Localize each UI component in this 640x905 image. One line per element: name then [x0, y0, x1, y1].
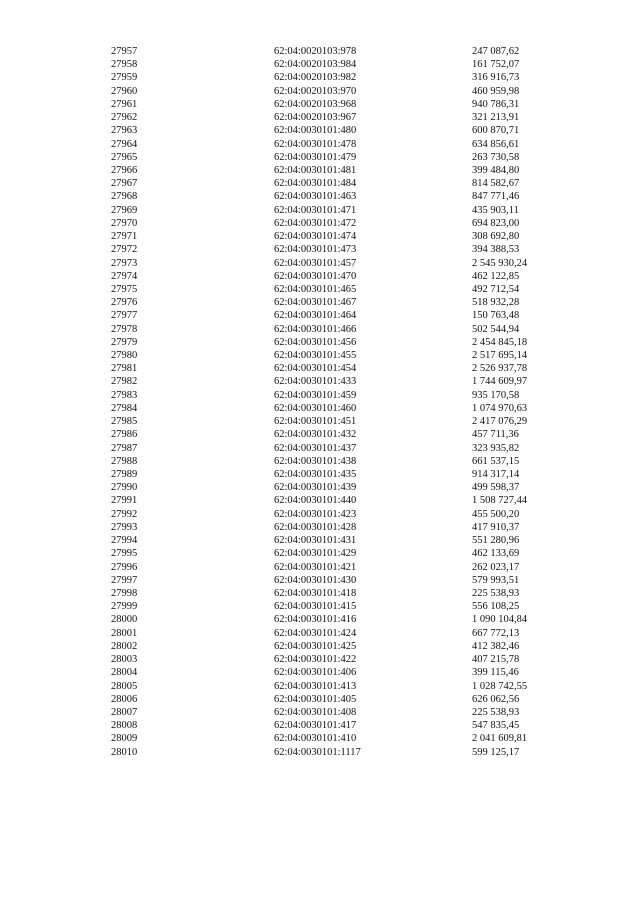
cadastral-value: 502 544,94: [472, 323, 520, 335]
table-row: [0, 455, 640, 468]
cadastral-value: 394 388,53: [472, 244, 520, 256]
cadastral-number: 62:04:0030101:406: [274, 667, 357, 679]
table-row: [0, 574, 640, 587]
cadastral-number: 62:04:0030101:473: [274, 244, 357, 256]
row-number: 27963: [111, 125, 138, 137]
row-number: 27975: [111, 283, 138, 295]
row-number: 27996: [111, 561, 138, 573]
row-number: 27984: [111, 402, 138, 414]
cadastral-number: 62:04:0020103:982: [274, 72, 357, 84]
row-number: 27979: [111, 336, 138, 348]
table-row: [0, 45, 640, 58]
row-number: 28003: [111, 654, 138, 666]
cadastral-value: 462 122,85: [472, 270, 520, 282]
row-number: 27994: [111, 535, 138, 547]
table-row: [0, 547, 640, 560]
row-number: 27983: [111, 389, 138, 401]
table-row: [0, 640, 640, 653]
row-number: 28007: [111, 706, 138, 718]
table-row: [0, 494, 640, 507]
cadastral-number: 62:04:0030101:432: [274, 429, 357, 441]
cadastral-value: 914 317,14: [472, 469, 520, 480]
row-number: 28009: [111, 733, 138, 745]
row-number: 27990: [111, 482, 138, 494]
table-row: [0, 257, 640, 270]
cadastral-value: 412 382,46: [472, 640, 520, 652]
row-number: 27961: [111, 98, 138, 110]
cadastral-value: 634 856,61: [472, 138, 520, 150]
cadastral-number: 62:04:0030101:408: [274, 706, 357, 718]
cadastral-number: 62:04:0030101:474: [274, 231, 357, 243]
row-number: 27995: [111, 548, 138, 560]
cadastral-number: 62:04:0030101:423: [274, 508, 357, 520]
cadastral-value: 556 108,25: [472, 601, 520, 613]
cadastral-number: 62:04:0020103:968: [274, 98, 357, 110]
table-row: [0, 164, 640, 177]
cadastral-value: 225 538,93: [472, 587, 520, 599]
cadastral-number: 62:04:0030101:418: [274, 587, 357, 599]
table-row: [0, 508, 640, 521]
cadastral-number: 62:04:0030101:440: [274, 495, 357, 507]
row-number: 27973: [111, 257, 138, 269]
table-row: [0, 521, 640, 534]
cadastral-value: 262 023,17: [472, 561, 520, 573]
cadastral-number: 62:04:0020103:967: [274, 112, 357, 124]
cadastral-number: 62:04:0030101:413: [274, 680, 357, 692]
row-number: 27958: [111, 59, 138, 71]
cadastral-number: 62:04:0030101:416: [274, 614, 357, 626]
table-row: [0, 534, 640, 547]
cadastral-number: 62:04:0030101:466: [274, 323, 357, 335]
row-number: 28004: [111, 667, 138, 679]
table-row: [0, 138, 640, 151]
cadastral-number: 62:04:0030101:463: [274, 191, 357, 203]
cadastral-value: 626 062,56: [472, 693, 520, 705]
cadastral-number: 62:04:0030101:455: [274, 350, 357, 362]
row-number: 28010: [111, 746, 138, 758]
table-row: [0, 706, 640, 719]
table-row: [0, 349, 640, 362]
row-number: 27967: [111, 178, 138, 190]
row-number: 27972: [111, 244, 138, 256]
cadastral-value: 247 087,62: [472, 46, 520, 57]
cadastral-value: 2 526 937,78: [472, 363, 528, 375]
cadastral-value-table: [0, 45, 640, 759]
row-number: 27992: [111, 508, 138, 520]
cadastral-value: 599 125,17: [472, 746, 520, 758]
table-row: [0, 653, 640, 666]
row-number: 27977: [111, 310, 138, 322]
table-row: [0, 283, 640, 296]
cadastral-value: 492 712,54: [472, 283, 520, 295]
cadastral-value: 308 692,80: [472, 231, 520, 243]
row-number: 27978: [111, 323, 138, 335]
cadastral-number: 62:04:0030101:438: [274, 455, 357, 467]
cadastral-value: 2 545 930,24: [472, 257, 528, 269]
cadastral-value: 321 213,91: [472, 112, 520, 124]
row-number: 27970: [111, 217, 138, 229]
cadastral-value: 399 115,46: [472, 667, 519, 679]
table-row: [0, 98, 640, 111]
cadastral-number: 62:04:0030101:479: [274, 151, 357, 163]
table-row: [0, 270, 640, 283]
row-number: 27976: [111, 297, 138, 309]
cadastral-number: 62:04:0030101:465: [274, 283, 357, 295]
cadastral-value: 940 786,31: [472, 98, 520, 110]
row-number: 27959: [111, 72, 138, 84]
table-row: [0, 428, 640, 441]
cadastral-value: 1 074 970,63: [472, 402, 528, 414]
cadastral-value: 551 280,96: [472, 535, 520, 547]
cadastral-value: 2 041 609,81: [472, 733, 528, 745]
cadastral-number: 62:04:0030101:422: [274, 654, 357, 666]
row-number: 27987: [111, 442, 138, 454]
table-row: [0, 85, 640, 98]
cadastral-number: 62:04:0030101:454: [274, 363, 357, 375]
table-row: [0, 336, 640, 349]
row-number: 27966: [111, 164, 138, 176]
cadastral-value: 2 417 076,29: [472, 416, 528, 428]
cadastral-number: 62:04:0030101:431: [274, 535, 357, 547]
row-number: 27988: [111, 455, 138, 467]
cadastral-value: 2 517 695,14: [472, 350, 528, 362]
cadastral-number: 62:04:0030101:425: [274, 640, 357, 652]
table-row: [0, 309, 640, 322]
cadastral-value: 1 090 104,84: [472, 614, 528, 626]
cadastral-value: 1 028 742,55: [472, 680, 528, 692]
cadastral-value: 499 598,37: [472, 482, 520, 494]
table-row: [0, 468, 640, 481]
row-number: 27960: [111, 85, 138, 97]
cadastral-number: 62:04:0030101:433: [274, 376, 357, 388]
table-row: [0, 746, 640, 759]
table-row: [0, 415, 640, 428]
cadastral-number: 62:04:0020103:970: [274, 85, 357, 97]
table-row: [0, 627, 640, 640]
table-row: [0, 481, 640, 494]
cadastral-value: 518 932,28: [472, 297, 520, 309]
cadastral-number: 62:04:0030101:421: [274, 561, 357, 573]
cadastral-number: 62:04:0020103:978: [274, 46, 357, 57]
table-row: [0, 217, 640, 230]
cadastral-number: 62:04:0030101:459: [274, 389, 357, 401]
row-number: 28002: [111, 640, 138, 652]
cadastral-number: 62:04:0030101:430: [274, 574, 357, 586]
cadastral-value: 399 484,80: [472, 164, 520, 176]
cadastral-number: 62:04:0030101:415: [274, 601, 357, 613]
row-number: 27969: [111, 204, 138, 216]
cadastral-value: 1 508 727,44: [472, 495, 528, 507]
row-number: 27968: [111, 191, 138, 203]
table-row: [0, 666, 640, 679]
cadastral-number: 62:04:0030101:435: [274, 469, 357, 480]
table-row: [0, 204, 640, 217]
cadastral-number: 62:04:0030101:472: [274, 217, 357, 229]
cadastral-value: 407 215,78: [472, 654, 520, 666]
row-number: 28001: [111, 627, 138, 639]
cadastral-number: 62:04:0020103:984: [274, 59, 357, 71]
cadastral-number: 62:04:0030101:417: [274, 720, 357, 732]
row-number: 27993: [111, 521, 138, 533]
cadastral-number: 62:04:0030101:464: [274, 310, 357, 322]
table-row: [0, 680, 640, 693]
cadastral-value: 847 771,46: [472, 191, 520, 203]
cadastral-value: 579 993,51: [472, 574, 520, 586]
cadastral-number: 62:04:0030101:405: [274, 693, 357, 705]
cadastral-number: 62:04:0030101:424: [274, 627, 357, 639]
table-row: [0, 71, 640, 84]
table-row: [0, 442, 640, 455]
table-row: [0, 402, 640, 415]
row-number: 28000: [111, 614, 138, 626]
row-number: 27986: [111, 429, 138, 441]
row-number: 27981: [111, 363, 138, 375]
table-row: [0, 111, 640, 124]
cadastral-number: 62:04:0030101:451: [274, 416, 357, 428]
table-row: [0, 190, 640, 203]
cadastral-value: 263 730,58: [472, 151, 520, 163]
cadastral-number: 62:04:0030101:1117: [274, 746, 361, 758]
row-number: 27998: [111, 587, 138, 599]
cadastral-value: 600 870,71: [472, 125, 520, 137]
cadastral-number: 62:04:0030101:460: [274, 402, 357, 414]
cadastral-number: 62:04:0030101:429: [274, 548, 357, 560]
row-number: 28008: [111, 720, 138, 732]
table-row: [0, 719, 640, 732]
row-number: 27991: [111, 495, 138, 507]
table-row: [0, 389, 640, 402]
cadastral-number: 62:04:0030101:484: [274, 178, 357, 190]
cadastral-number: 62:04:0030101:428: [274, 521, 357, 533]
cadastral-value: 547 835,45: [472, 720, 520, 732]
cadastral-value: 694 823,00: [472, 217, 520, 229]
row-number: 27982: [111, 376, 138, 388]
row-number: 27962: [111, 112, 138, 124]
row-number: 28006: [111, 693, 138, 705]
cadastral-number: 62:04:0030101:456: [274, 336, 357, 348]
cadastral-value: 935 170,58: [472, 389, 520, 401]
cadastral-number: 62:04:0030101:470: [274, 270, 357, 282]
cadastral-value: 1 744 609,97: [472, 376, 528, 388]
cadastral-number: 62:04:0030101:437: [274, 442, 357, 454]
row-number: 27997: [111, 574, 138, 586]
table-row: [0, 124, 640, 137]
cadastral-number: 62:04:0030101:471: [274, 204, 357, 216]
table-row: [0, 177, 640, 190]
row-number: 27971: [111, 231, 138, 243]
row-number: 27964: [111, 138, 138, 150]
row-number: 27957: [111, 46, 138, 57]
cadastral-value: 323 935,82: [472, 442, 520, 454]
cadastral-value: 225 538,93: [472, 706, 520, 718]
table-row: [0, 600, 640, 613]
table-row: [0, 587, 640, 600]
row-number: 27974: [111, 270, 138, 282]
cadastral-value: 417 910,37: [472, 521, 520, 533]
row-number: 27985: [111, 416, 138, 428]
row-number: 27965: [111, 151, 138, 163]
row-number: 28005: [111, 680, 138, 692]
cadastral-number: 62:04:0030101:410: [274, 733, 357, 745]
row-number: 27989: [111, 469, 138, 480]
table-row: [0, 323, 640, 336]
cadastral-value: 161 752,07: [472, 59, 520, 71]
row-number: 27980: [111, 350, 138, 362]
cadastral-value: 457 711,36: [472, 429, 519, 441]
cadastral-number: 62:04:0030101:478: [274, 138, 357, 150]
cadastral-value: 661 537,15: [472, 455, 520, 467]
table-row: [0, 561, 640, 574]
table-row: [0, 151, 640, 164]
cadastral-number: 62:04:0030101:467: [274, 297, 357, 309]
cadastral-value: 462 133,69: [472, 548, 520, 560]
cadastral-value: 460 959,98: [472, 85, 520, 97]
table-row: [0, 362, 640, 375]
cadastral-value: 150 763,48: [472, 310, 520, 322]
cadastral-number: 62:04:0030101:457: [274, 257, 357, 269]
table-row: [0, 375, 640, 388]
table-row: [0, 732, 640, 745]
cadastral-number: 62:04:0030101:439: [274, 482, 357, 494]
cadastral-value: 2 454 845,18: [472, 336, 528, 348]
table-row: [0, 613, 640, 626]
table-row: [0, 693, 640, 706]
cadastral-number: 62:04:0030101:481: [274, 164, 357, 176]
table-row: [0, 58, 640, 71]
cadastral-value: 814 582,67: [472, 178, 520, 190]
table-row: [0, 230, 640, 243]
cadastral-value: 455 500,20: [472, 508, 520, 520]
table-row: [0, 296, 640, 309]
table-row: [0, 243, 640, 256]
cadastral-number: 62:04:0030101:480: [274, 125, 357, 137]
cadastral-value: 435 903,11: [472, 204, 519, 216]
row-number: 27999: [111, 601, 138, 613]
cadastral-value: 667 772,13: [472, 627, 520, 639]
cadastral-value: 316 916,73: [472, 72, 520, 84]
